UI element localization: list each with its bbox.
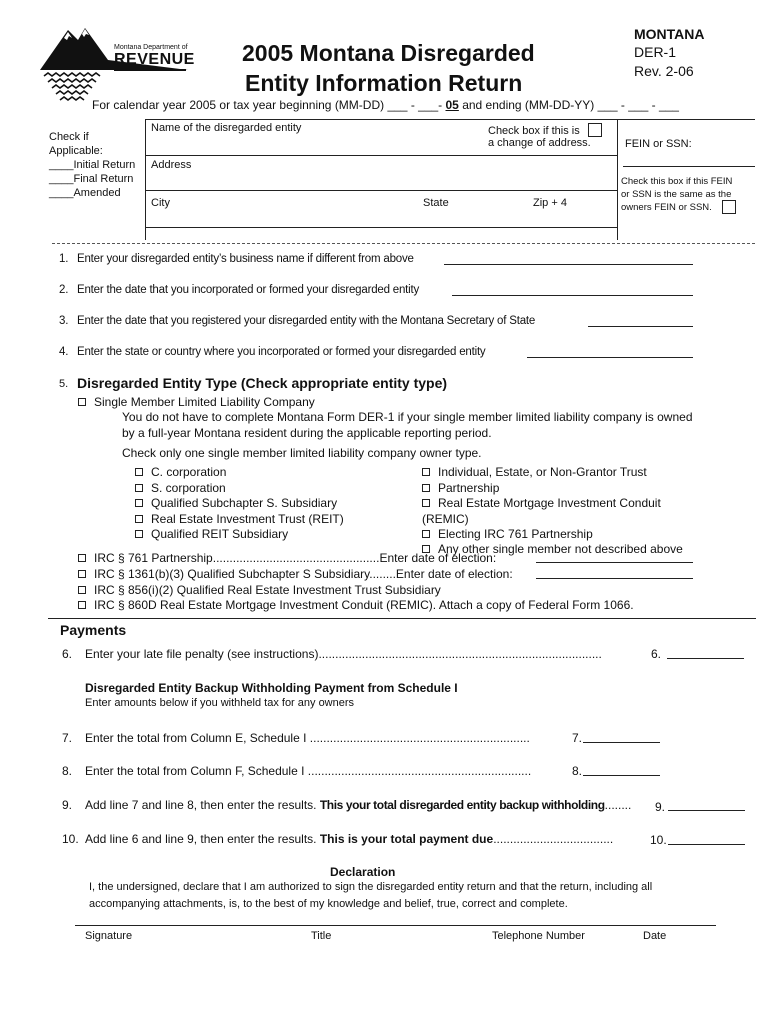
line-7-input[interactable] [583,731,660,743]
initial-return-field[interactable]: ____Initial Return [49,159,136,171]
declaration-text-1: I, the undersigned, declare that I am authorized to sign the disregarded entity return and that the return, including all [89,881,653,893]
address-label: Address [151,159,192,171]
owner-other[interactable]: Any other single member not described above [422,542,683,556]
line-9: 9. Add line 7 and line 8, then enter the results. This your total disregarded entity backup withholding........ [62,798,632,812]
state-label: State [423,197,449,209]
same-fein-label-2: or SSN is the same as the [621,189,732,200]
owner-individual[interactable]: Individual, Estate, or Non-Grantor Trust [422,465,647,479]
line-6-input[interactable] [667,647,744,659]
declaration-heading: Declaration [330,865,396,879]
line-5-num: 5. [59,378,69,390]
fein-label: FEIN or SSN: [625,138,692,150]
zip-label: Zip + 4 [533,197,567,209]
owner-irc761[interactable]: Electing IRC 761 Partnership [422,527,593,541]
line-10-ref: 10. [650,833,667,847]
owner-remic[interactable]: Real Estate Mortgage Investment Conduit [422,496,661,510]
line-4: 4. Enter the state or country where you incorporated or formed your disregarded entity [59,346,486,358]
entity-type-heading: Disregarded Entity Type (Check appropriate entity type) [77,375,448,391]
smllc-note-1: You do not have to complete Montana Form DER-1 if your single member limited liability company is owned [122,410,693,424]
period-suffix: and ending (MM-DD-YY) ___ - ___ - ___ [458,98,679,112]
logo-name: REVENUE [114,51,195,68]
line-10-input[interactable] [668,833,745,845]
form-title-line1: 2005 Montana Disregarded [242,40,535,66]
backup-title: Disregarded Entity Backup Withholding Payment from Schedule I [85,681,458,695]
line-6-ref: 6. [651,647,662,661]
checkbox[interactable] [78,601,86,609]
line-7: 7. Enter the total from Column E, Schedule I .................................................................. [62,731,530,745]
irc-761-election-date[interactable] [536,551,693,563]
form-rev: Rev. 2-06 [634,63,694,79]
line-2: 2. Enter the date that you incorporated or formed your disregarded entity [59,284,420,296]
irc-761-option[interactable]: IRC § 761 Partnership..................................................Enter date of election: [78,551,496,565]
checkbox[interactable] [78,586,86,594]
smllc-option[interactable]: Single Member Limited Liability Company [78,395,315,409]
signature-label: Signature [85,930,133,942]
amended-return-field[interactable]: ____Amended [49,187,121,199]
checkbox[interactable] [422,530,430,538]
owner-c-corp[interactable]: C. corporation [135,465,226,479]
line-8: 8. Enter the total from Column F, Schedule I ................................................................... [62,764,532,778]
period-prefix: For calendar year 2005 or tax year beginning (MM-DD) ___ - ___- [92,98,446,112]
tax-period [92,98,679,112]
owner-partnership[interactable]: Partnership [422,481,499,495]
line-8-ref: 8. [572,764,583,778]
owner-s-corp[interactable]: S. corporation [135,481,226,495]
checkbox[interactable] [135,468,143,476]
line-3-input[interactable] [588,315,693,327]
entity-name-label: Name of the disregarded entity [151,122,302,134]
line-3: 3. Enter the date that you registered your disregarded entity with the Montana Secretary of State [59,315,536,327]
logo-dept: Montana Department of [114,44,188,51]
telephone-label: Telephone Number [492,930,585,942]
line-9-input[interactable] [668,799,745,811]
line-2-input[interactable] [452,284,693,296]
payments-heading: Payments [60,622,127,638]
smllc-checkbox[interactable] [78,398,86,406]
applicable-label-2: Applicable: [49,145,103,157]
same-fein-label-3: owners FEIN or SSN. [621,202,712,213]
form-code: DER-1 [634,44,677,60]
same-fein-checkbox[interactable] [722,200,736,214]
same-fein-label-1: Check this box if this FEIN [621,176,733,187]
checkbox[interactable] [135,484,143,492]
final-return-field[interactable]: ____Final Return [49,173,134,185]
address-change-label-2: a change of address. [488,137,591,149]
irc-1361-election-date[interactable] [536,567,693,579]
date-label: Date [643,930,667,942]
irc-1361-option[interactable]: IRC § 1361(b)(3) Qualified Subchapter S Subsidiary........Enter date of election: [78,567,513,581]
owner-qrs[interactable]: Qualified REIT Subsidiary [135,527,288,541]
line-4-input[interactable] [527,346,693,358]
period-year: 05 [445,98,459,112]
address-change-label-1: Check box if this is [488,125,580,137]
owner-remic-abbr: (REMIC) [422,512,469,526]
backup-subtitle: Enter amounts below if you withheld tax for any owners [85,697,355,709]
checkbox[interactable] [135,499,143,507]
line-10: 10. Add line 6 and line 9, then enter the results. This is your total payment due.................................... [62,832,614,846]
owner-qsss[interactable]: Qualified Subchapter S. Subsidiary [135,496,337,510]
irc-860d-option[interactable]: IRC § 860D Real Estate Mortgage Investment Conduit (REMIC). Attach a copy of Federal Form 1066. [78,598,634,612]
line-1: 1. Enter your disregarded entity’s business name if different from above [59,253,414,265]
owner-reit[interactable]: Real Estate Investment Trust (REIT) [135,512,344,526]
title-label: Title [311,930,332,942]
form-title-line2: Entity Information Return [245,70,523,96]
check-only-note: Check only one single member limited liability company owner type. [122,446,482,460]
line-8-input[interactable] [583,764,660,776]
checkbox[interactable] [422,468,430,476]
form-state: MONTANA [634,26,705,42]
line-6: 6. Enter your late file penalty (see instructions)..................................................................................... [62,647,602,661]
checkbox[interactable] [422,484,430,492]
checkbox[interactable] [78,570,86,578]
smllc-note-2: by a full-year Montana resident during the applicable reporting period. [122,426,492,440]
city-label: City [151,197,170,209]
address-change-checkbox[interactable] [588,123,602,137]
applicable-label-1: Check if [49,131,89,143]
irc-856-option[interactable]: IRC § 856(i)(2) Qualified Real Estate Investment Trust Subsidiary [78,583,441,597]
declaration-text-2: accompanying attachments, is, to the best of my knowledge and belief, true, correct and complete. [89,898,568,910]
dor-logo [38,22,195,104]
line-7-ref: 7. [572,731,583,745]
checkbox[interactable] [422,499,430,507]
checkbox[interactable] [78,554,86,562]
signature-line[interactable] [75,925,716,926]
checkbox[interactable] [135,530,143,538]
line-9-ref: 9. [655,800,666,814]
line-1-input[interactable] [444,253,693,265]
checkbox[interactable] [135,515,143,523]
